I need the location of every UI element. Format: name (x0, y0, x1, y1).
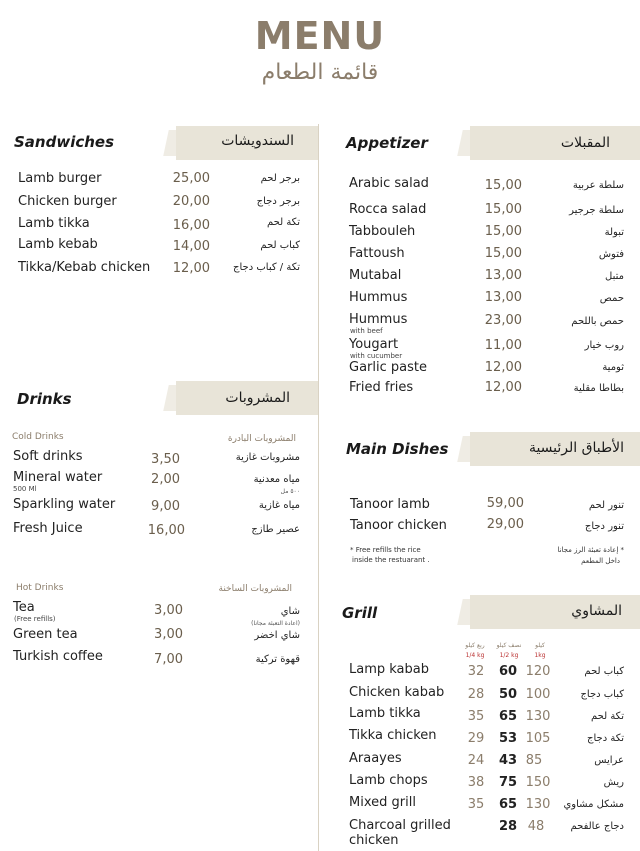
grill-price-half: 50 (498, 687, 518, 702)
grill-price-half: 60 (498, 664, 518, 679)
grill-price-quarter: 38 (467, 775, 485, 790)
grill-header-half: 1/2 kg (499, 652, 519, 659)
drink-item-sub: 500 Ml (13, 485, 37, 493)
appetizer-item-name: Yougart (349, 337, 399, 352)
menu-title-arabic: قائمة الطعام (261, 60, 379, 85)
drink-item-price: 16,00 (147, 523, 185, 538)
grill-item-arabic: كباب دجاج (580, 689, 624, 700)
grill-price-quarter: 35 (467, 709, 485, 724)
main-dish-item-price: 29,00 (486, 517, 524, 532)
grill-price-quarter: 29 (467, 731, 485, 746)
drinks-title-arabic: المشروبات (225, 390, 290, 406)
grill-item-name: Araayes (349, 751, 402, 766)
main-dish-item-price: 59,00 (486, 496, 524, 511)
cold-drinks-label: Cold Drinks (12, 432, 64, 442)
grill-item-name: Tikka chicken (349, 728, 437, 743)
sandwich-item-name: Lamb burger (18, 171, 102, 186)
appetizer-item-name: Hummus (349, 312, 408, 327)
sandwich-item-name: Lamb tikka (18, 216, 90, 231)
drink-item-price: 7,00 (154, 652, 183, 667)
grill-header-half-arabic: نصف كيلو (496, 642, 522, 649)
column-divider (318, 124, 319, 851)
grill-item-arabic: دجاج عالفحم (570, 821, 624, 832)
drink-item-name: Fresh Juice (13, 521, 83, 536)
appetizer-item-arabic: ثومية (602, 362, 624, 373)
appetizer-item-arabic: روب خيار (584, 340, 624, 351)
sandwich-item-price: 16,00 (172, 218, 210, 233)
drink-item-arabic: مياه غازية (258, 500, 300, 511)
grill-price-half: 43 (498, 753, 518, 768)
appetizer-item-arabic: فتوش (598, 249, 624, 260)
appetizer-item-arabic: حمص (599, 293, 624, 304)
sandwich-item-arabic: تكة لحم (266, 217, 300, 228)
appetizer-item-price: 15,00 (484, 224, 522, 239)
hot-drinks-label: Hot Drinks (16, 583, 64, 593)
grill-item-arabic: كباب لحم (584, 666, 624, 677)
rice-refill-note-arabic-line2: داخل المطعم (581, 557, 620, 565)
drink-item-name: Green tea (13, 627, 78, 642)
sandwich-item-name: Tikka/Kebab chicken (18, 260, 151, 275)
appetizer-item-name: Fattoush (349, 246, 405, 261)
appetizer-item-name: Tabbouleh (349, 224, 416, 239)
drink-item-arabic: عصير طازج (251, 524, 300, 535)
grill-price-quarter: 32 (467, 664, 485, 679)
grill-item-arabic: ريش (603, 777, 624, 788)
appetizer-item-name: Mutabal (349, 268, 402, 283)
grill-item-name: Charcoal grilled (349, 818, 451, 833)
hot-drinks-label-arabic: المشروبات الساخنة (218, 584, 292, 594)
grill-price-kilo: 120 (525, 664, 551, 679)
sandwich-item-arabic: برجر لحم (260, 173, 300, 184)
grill-price-kilo: 48 (527, 819, 545, 834)
cold-drinks-label-arabic: المشروبات البادرة (227, 434, 296, 444)
appetizer-title-arabic: المقبلات (560, 135, 610, 151)
appetizer-item-price: 13,00 (484, 290, 522, 305)
appetizer-item-price: 13,00 (484, 268, 522, 283)
appetizer-item-price: 11,00 (484, 338, 522, 353)
grill-item-arabic: تكة دجاج (587, 733, 624, 744)
appetizer-item-sub: with beef (350, 327, 383, 335)
main-dish-item-name: Tanoor lamb (350, 497, 430, 512)
appetizer-item-name: Garlic paste (349, 360, 427, 375)
grill-header-kilo-arabic: كيلو (535, 642, 545, 649)
drink-item-sub: (Free refills) (14, 615, 56, 623)
drink-item-price: 3,00 (154, 603, 183, 618)
appetizer-item-price: 12,00 (484, 380, 522, 395)
appetizer-item-arabic: حمص باللحم (571, 316, 624, 327)
appetizer-item-arabic: سلطة عربية (572, 180, 624, 191)
sandwich-item-arabic: تكة / كباب دجاج (233, 262, 300, 273)
grill-title: Grill (342, 604, 378, 622)
grill-item-name: Mixed grill (349, 795, 416, 810)
drink-item-arabic: شاي اخضر (254, 630, 300, 641)
grill-price-quarter: 35 (467, 797, 485, 812)
grill-price-half: 75 (498, 775, 518, 790)
grill-price-kilo: 105 (525, 731, 551, 746)
grill-price-half: 53 (498, 731, 518, 746)
appetizer-item-price: 15,00 (484, 178, 522, 193)
drink-item-name: Turkish coffee (13, 649, 103, 664)
sandwiches-title: Sandwiches (14, 133, 115, 151)
rice-refill-note: * Free refills the rice (350, 546, 421, 554)
main-dish-item-arabic: تنور دجاج (584, 521, 624, 532)
drink-item-name: Mineral water (13, 470, 103, 485)
grill-price-kilo: 150 (525, 775, 551, 790)
drink-item-arabic: قهوة تركية (255, 654, 300, 665)
sandwich-item-price: 20,00 (172, 194, 210, 209)
grill-price-kilo: 130 (525, 797, 551, 812)
grill-header-quarter: 1/4 kg (465, 652, 485, 659)
sandwich-item-name: Lamb kebab (18, 237, 98, 252)
grill-item-name: Lamp kabab (349, 662, 429, 677)
main-dishes-title-arabic: الأطباق الرئيسية (528, 440, 624, 456)
grill-item-name: Chicken kabab (349, 685, 445, 700)
drinks-title: Drinks (17, 390, 72, 408)
drink-item-sub-arabic: (اعادة التعبئة مجانا) (251, 620, 300, 627)
appetizer-item-name: Rocca salad (349, 202, 427, 217)
grill-price-kilo: 100 (525, 687, 551, 702)
grill-item-name: Lamb tikka (349, 706, 421, 721)
grill-price-kilo: 130 (525, 709, 551, 724)
appetizer-item-sub: with cucumber (350, 352, 403, 360)
sandwiches-title-arabic: السندويشات (221, 133, 294, 149)
appetizer-item-name: Arabic salad (349, 176, 429, 191)
grill-item-arabic: مشكل مشاوي (563, 799, 624, 810)
grill-item-arabic: تكة لحم (590, 711, 624, 722)
sandwich-item-price: 14,00 (172, 239, 210, 254)
drink-item-price: 9,00 (151, 499, 180, 514)
grill-price-half: 65 (498, 797, 518, 812)
grill-price-half: 28 (498, 819, 518, 834)
sandwich-item-arabic: برجر دجاج (256, 196, 300, 207)
grill-item-name: Lamb chops (349, 773, 428, 788)
grill-price-half: 65 (498, 709, 518, 724)
grill-item-arabic: عرايس (594, 755, 624, 766)
main-dishes-title: Main Dishes (346, 440, 449, 458)
grill-header-quarter-arabic: ربع كيلو (465, 642, 485, 649)
drink-item-price: 2,00 (151, 472, 180, 487)
appetizer-item-price: 12,00 (484, 360, 522, 375)
appetizer-item-price: 23,00 (484, 313, 522, 328)
drink-item-name: Tea (13, 600, 35, 615)
appetizer-item-name: Fried fries (349, 380, 414, 395)
main-dish-item-name: Tanoor chicken (350, 518, 447, 533)
appetizer-item-name: Hummus (349, 290, 408, 305)
grill-price-quarter: 28 (467, 687, 485, 702)
main-dish-item-arabic: تنور لحم (588, 500, 624, 511)
drink-item-arabic: مشروبات غازية (235, 452, 300, 463)
drink-item-sub-arabic: ٥٠٠ مل (280, 488, 300, 495)
grill-header-kilo: 1kg (534, 652, 546, 659)
sandwich-item-arabic: كباب لحم (260, 240, 300, 251)
appetizer-item-price: 15,00 (484, 246, 522, 261)
drink-item-name: Sparkling water (13, 497, 116, 512)
drink-item-price: 3,50 (151, 452, 180, 467)
menu-title: MENU (254, 14, 386, 58)
grill-title-arabic: المشاوي (571, 603, 622, 619)
rice-refill-note-arabic: * إعادة تعبئة الرز مجانا (557, 546, 624, 554)
drink-item-price: 3,00 (154, 627, 183, 642)
grill-price-kilo: 85 (525, 753, 543, 768)
appetizer-item-price: 15,00 (484, 202, 522, 217)
appetizer-item-arabic: متبل (605, 271, 624, 282)
rice-refill-note-line2: inside the restuarant . (352, 556, 430, 564)
appetizer-title: Appetizer (346, 134, 428, 152)
drink-item-arabic: مياه معدنية (253, 474, 300, 485)
grill-item-name-line2: chicken (349, 833, 399, 848)
sandwich-item-price: 12,00 (172, 261, 210, 276)
sandwich-item-price: 25,00 (172, 171, 210, 186)
grill-price-quarter: 24 (467, 753, 485, 768)
appetizer-item-arabic: بطاطا مقلية (573, 383, 624, 394)
appetizer-item-arabic: تبولة (604, 227, 624, 238)
appetizer-item-arabic: سلطة جرجير (569, 205, 624, 216)
sandwich-item-name: Chicken burger (18, 194, 117, 209)
drink-item-arabic: شاي (280, 606, 300, 617)
drink-item-name: Soft drinks (13, 449, 83, 464)
